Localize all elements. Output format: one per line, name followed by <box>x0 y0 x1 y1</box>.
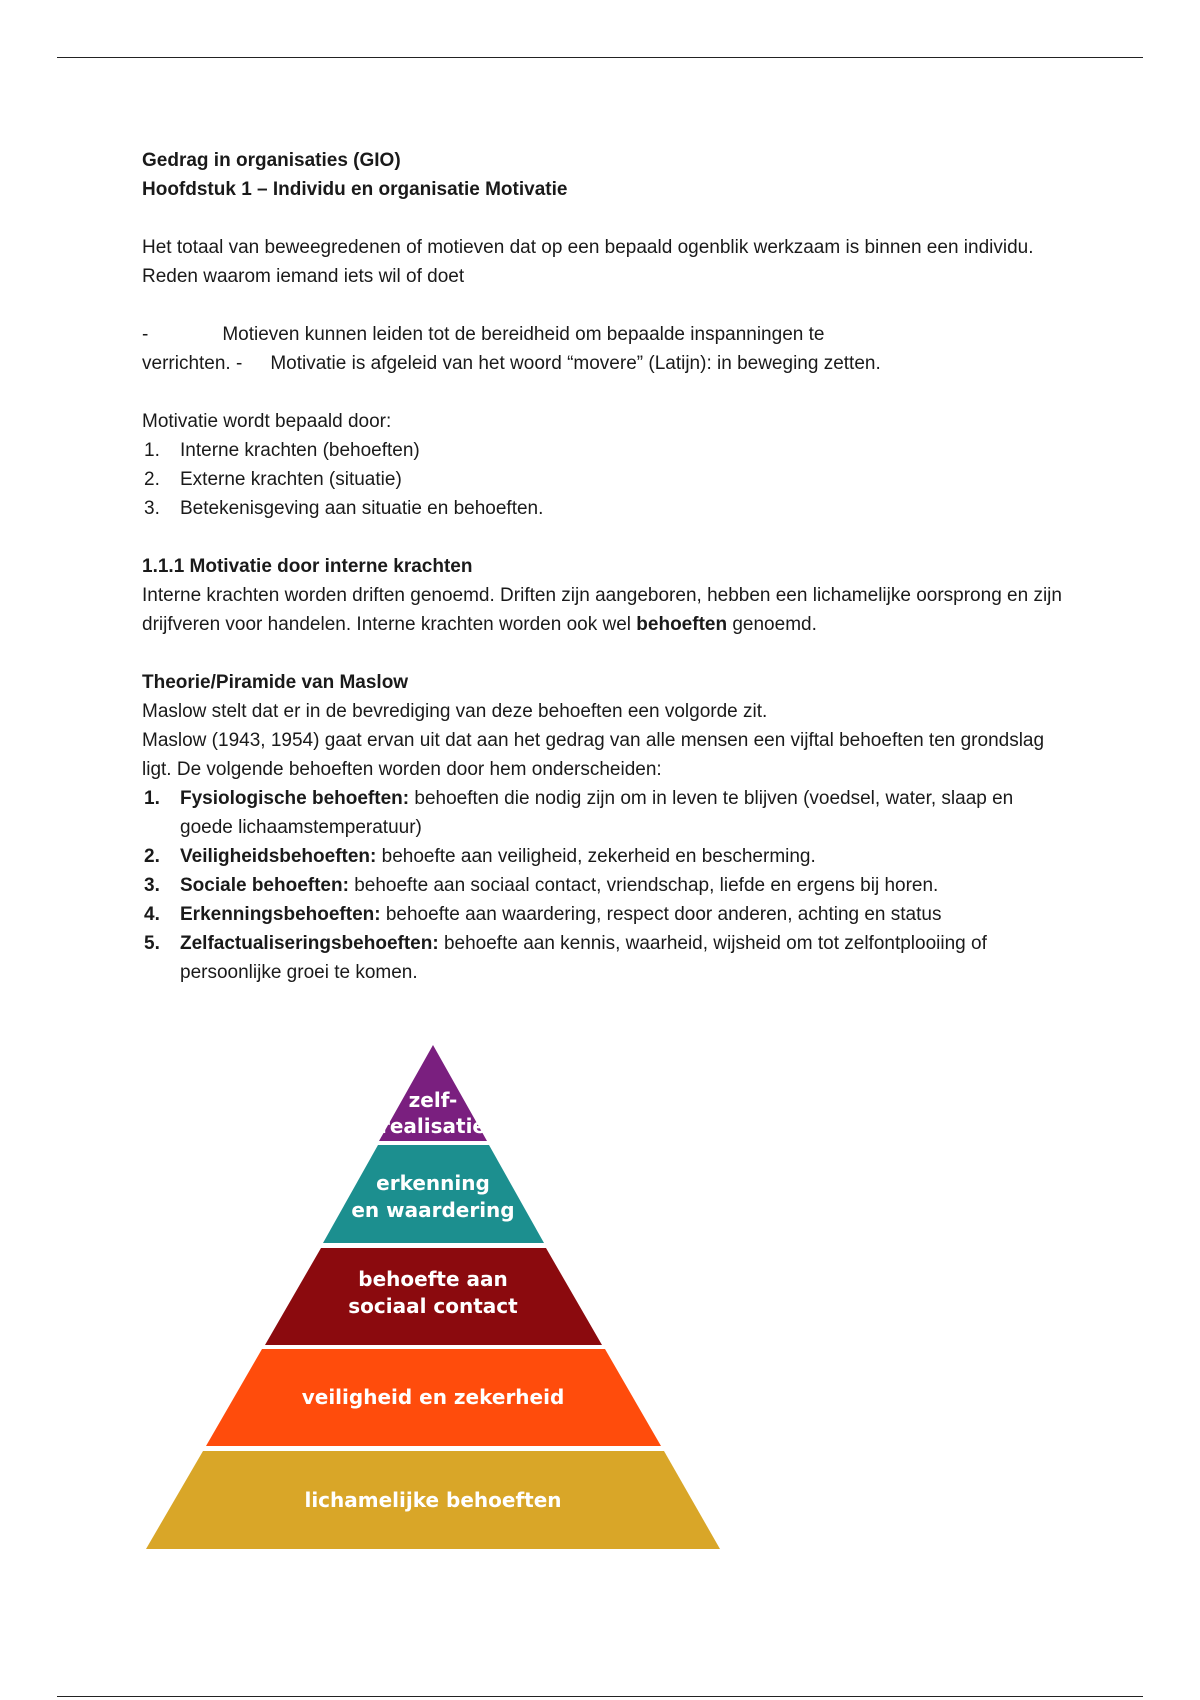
maslow-needs-list <box>142 784 1062 987</box>
list-item: 2. Veiligheidsbehoeften: behoefte aan veiligheid, zekerheid en bescherming. <box>144 846 816 867</box>
pyramid-label-2a: erkenning <box>376 1171 490 1195</box>
list-item: 1. Fysiologische behoeften: behoeften die nodig zijn om in leven te blijven (voedsel, water, slaap en goede lichaamstemperatuur) <box>144 788 1014 838</box>
maslow-heading: Theorie/Piramide van Maslow <box>142 672 409 693</box>
chapter-title: Hoofdstuk 1 – Individu en organisatie Motivatie <box>142 179 568 200</box>
pyramid-label-3b: sociaal contact <box>348 1294 518 1318</box>
pyramid-label-5: lichamelijke behoeften <box>304 1488 562 1512</box>
determined-list <box>142 436 1062 523</box>
reason-line: Reden waarom iemand iets wil of doet <box>142 266 465 287</box>
section-111-paragraph: Interne krachten worden driften genoemd. Driften zijn aangeboren, hebben een lichamelijke oorsprong en zijn drijfveren voor handelen. Interne krachten worden ook wel behoeften genoemd. <box>142 585 1062 635</box>
list-item: 1. Interne krachten (behoeften) <box>144 440 420 461</box>
list-item: 3. Betekenisgeving aan situatie en behoeften. <box>144 498 544 519</box>
dash-bullet-line-1 <box>142 320 1062 349</box>
dash-bullet-line-2 <box>142 349 1062 378</box>
top-rule <box>57 57 1143 58</box>
section-heading-111: 1.1.1 Motivatie door interne krachten <box>142 556 473 577</box>
maslow-pyramid <box>140 1045 725 1550</box>
maslow-line-1: Maslow stelt dat er in de bevrediging van deze behoeften een volgorde zit. <box>142 701 768 722</box>
dash-continuation: verrichten. - <box>142 353 243 374</box>
document-body <box>142 146 1062 987</box>
dash-bullet-text-1: Motieven kunnen leiden tot de bereidheid om bepaalde inspanningen te <box>222 324 825 345</box>
pyramid-label-4: veiligheid en zekerheid <box>301 1385 565 1409</box>
pyramid-label-2b: en waardering <box>351 1198 515 1222</box>
bottom-rule <box>57 1696 1143 1697</box>
maslow-line-2: Maslow (1943, 1954) gaat ervan uit dat aan het gedrag van alle mensen een vijftal behoeften ten grondslag ligt. De volgende behoeften worden door hem onderscheiden: <box>142 730 1045 780</box>
pyramid-label-1b: realisatie <box>379 1114 487 1138</box>
dash-bullet-text-2: Motivatie is afgeleid van het woord “movere” (Latijn): in beweging zetten. <box>270 353 881 374</box>
pyramid-label-1a: zelf- <box>408 1088 458 1112</box>
list-item: 2. Externe krachten (situatie) <box>144 469 402 490</box>
list-item: 4. Erkenningsbehoeften: behoefte aan waardering, respect door anderen, achting en status <box>144 904 942 925</box>
definition-paragraph: Het totaal van beweegredenen of motieven dat op een bepaald ogenblik werkzaam is binnen een individu. <box>142 237 1034 258</box>
maslow-pyramid-svg <box>140 1045 725 1550</box>
determined-heading: Motivatie wordt bepaald door: <box>142 411 392 432</box>
list-item: 3. Sociale behoeften: behoefte aan sociaal contact, vriendschap, liefde en ergens bij horen. <box>144 875 939 896</box>
pyramid-label-3a: behoefte aan <box>358 1267 508 1291</box>
document-title: Gedrag in organisaties (GIO) <box>142 150 401 171</box>
list-item: 5. Zelfactualiseringsbehoeften: behoefte aan kennis, waarheid, wijsheid om tot zelfontplooiing of persoonlijke groei te komen. <box>144 933 987 983</box>
dash-marker: - <box>142 324 149 345</box>
